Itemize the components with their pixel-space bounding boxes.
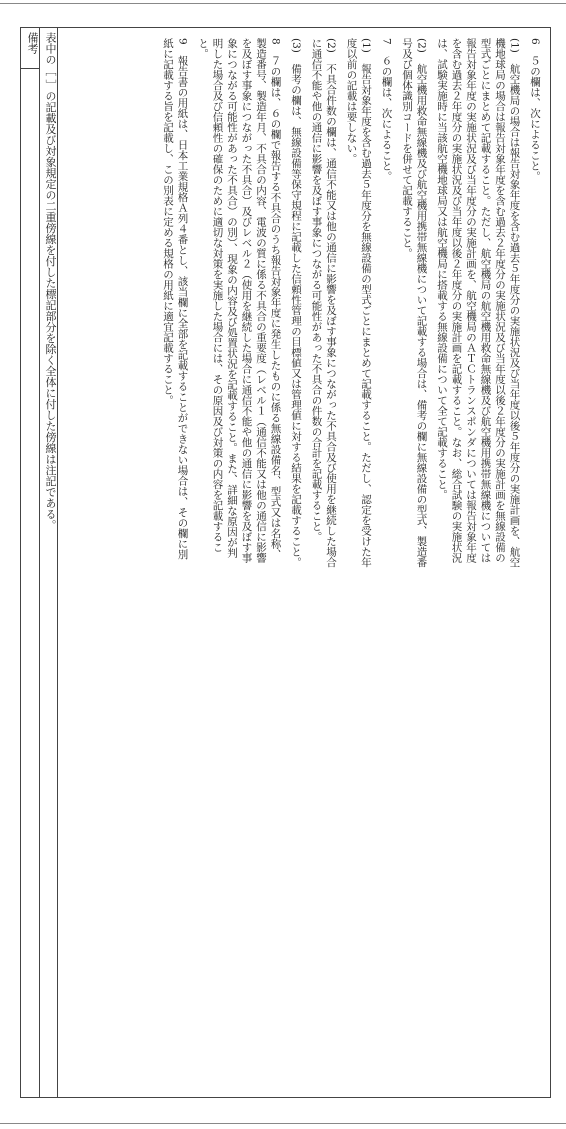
note-item xyxy=(289,38,304,568)
note-text: 備考の欄は、無線設備等保守規程に記載した信頼性管理の目標値又は管理値に対する結果を記載すること。 xyxy=(290,63,302,568)
bottom-rule xyxy=(0,1123,566,1124)
footnote-text: 表中の［ ］の記載及び対象規定の二重傍線を付した標記部分を除く全体に付した傍線は注記である。 xyxy=(44,32,57,531)
note-number: (2) xyxy=(325,38,337,53)
note-item xyxy=(161,38,190,568)
note-text: 航空機局の場合は報告対象年度を含む過去５年度分の実施状況及び当年度以後５年度分の実施計画を、航空機地球局の場合は報告対象年度を含む過去２年度分の実施状況及び当年度以後２年度分の実施計画を無線設備の型式ごとにまとめて記載すること。ただし、航空機局の航空機用救命無線機及び航空機用携帯無線機については報告対象年度の実施状況及び当年度分の実施計画を、航空機局のＡＴＣトランスポンダについては報告対象年度を含む過去２年度分の実施状況及び当年度以後２年度分の実施計画を記載すること。なお、総合試験の実施状況は、試験実施時に当該航空機地球局又は航空機局に搭載する無線設備について全て記載すること。 xyxy=(436,38,521,568)
note-item xyxy=(196,38,283,568)
notes-table xyxy=(20,27,551,1098)
note-item xyxy=(400,38,429,568)
note-text: 報告対象年度を含む過去５年度分を無線設備の型式ごとにまとめて記載すること。ただし、認定を受けた年度以前の記載は要しない。 xyxy=(345,38,372,568)
note-text: 不具合件数の欄は、通信不能又は他の通信に影響を及ぼす事象につながった不具合及び使用を継続した場合に通信不能や他の通信に影響を及ぼす事象につながる可能性があった不具合の件数の合計を記載すること。 xyxy=(310,38,337,568)
top-rule xyxy=(0,3,566,4)
note-item xyxy=(309,38,338,568)
note-item xyxy=(528,38,543,568)
note-number: 8 xyxy=(269,38,282,45)
note-number: 7 xyxy=(380,38,393,45)
note-text: ５の欄は、次によること。 xyxy=(529,55,541,182)
note-number: (3) xyxy=(290,38,302,53)
note-number: (2) xyxy=(415,38,428,53)
note-text: 報告書の用紙は、日本工業規格Ａ列４番とし、該当欄に全部を記載することができない場合は、その欄に別紙に記載する旨を記載し、この別表に定める規格の用紙に適宜記載すること。 xyxy=(162,38,189,560)
note-item xyxy=(379,38,394,568)
note-number: (1) xyxy=(360,38,372,53)
note-text: ６の欄は、次によること。 xyxy=(380,55,393,182)
note-number: 9 xyxy=(176,38,189,45)
note-item xyxy=(435,38,522,568)
note-number: 6 xyxy=(529,38,541,45)
note-text: ７の欄は、６の欄で報告する不具合のうち報告対象年度に発生したものに係る無線設備名、型式又は名称、製造番号、製造年月、不具合の内容、電波の質に係る不具合の重要度（レベル１（通信不能又は他の通信に影響を及ぼす事象につながった不具合）及びレベル２（使用を継続した場合に通信不能や他の通信に影響を及ぼす事象につながる可能性があった不具合）の別）、現象の内容及び処置状況を記載すること。また、詳細な原因が判明した場合及び信頼性の確保のために適切な対策を実施した場合には、その原因及び対策の内容を記載すること。 xyxy=(197,38,282,563)
notes-body xyxy=(56,38,542,568)
note-number: (1) xyxy=(508,38,521,53)
note-item xyxy=(344,38,373,568)
note-text: 航空機用救命無線機及び航空機用携帯無線機について記載する場合は、備考の欄に無線設備の型式、製造番号及び個体識別コードを併せて記載すること。 xyxy=(401,38,428,568)
notes-header-label: 備考 xyxy=(26,32,39,54)
